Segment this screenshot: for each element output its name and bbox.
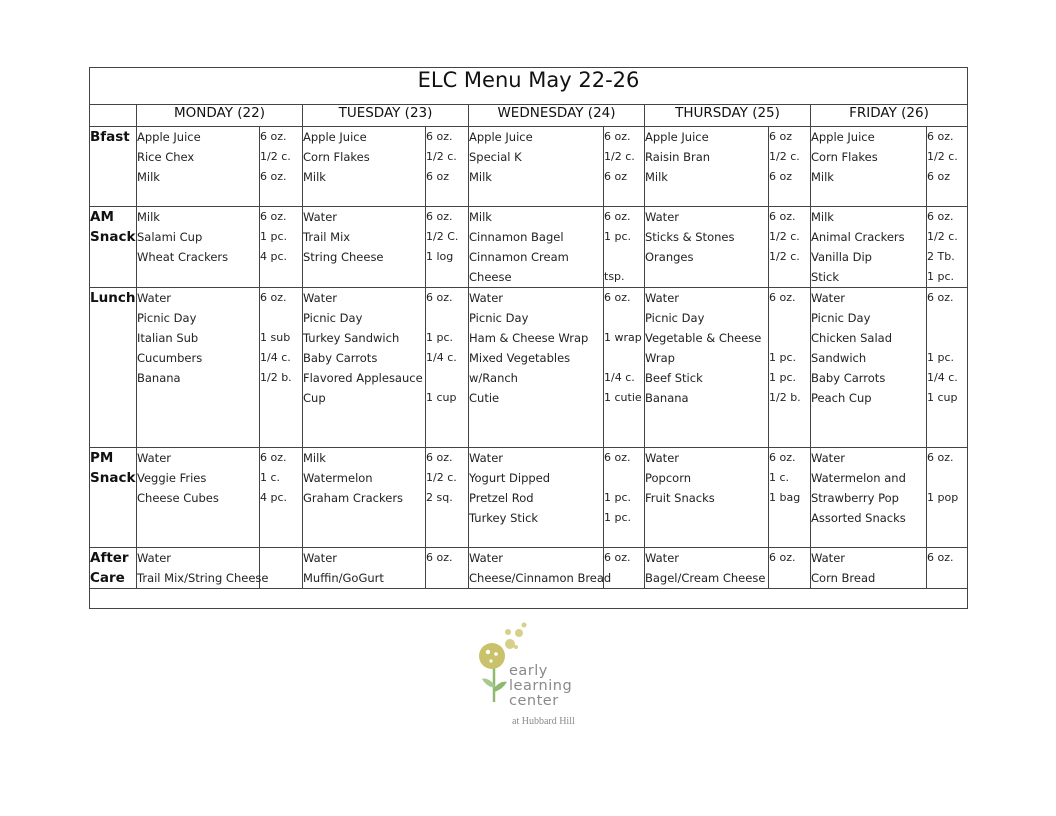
menu-item: Water — [137, 291, 171, 305]
meal-row — [90, 207, 968, 288]
menu-item: Ham & Cheese Wrap — [469, 331, 589, 345]
meal-label-line: Snack — [90, 229, 136, 245]
menu-item: Water — [303, 291, 337, 305]
portion-size: 6 oz. — [927, 130, 954, 143]
menu-item: Water — [303, 210, 337, 224]
menu-item: Animal Crackers — [811, 230, 905, 244]
menu-item: Watermelon and — [811, 471, 906, 485]
portion-size: 6 oz. — [260, 210, 287, 223]
footer-empty-cell — [90, 589, 968, 609]
menu-item: Banana — [645, 391, 689, 405]
portion-size: 1 wrap — [604, 331, 642, 344]
menu-item: Water — [469, 451, 503, 465]
menu-item: Cup — [303, 391, 326, 405]
portion-size: 6 oz — [426, 170, 449, 183]
menu-item: Turkey Sandwich — [303, 331, 400, 345]
menu-items-cell — [811, 448, 927, 548]
menu-items-cell — [303, 127, 426, 207]
portion-size: 1 cup — [426, 391, 457, 404]
menu-item: Italian Sub — [137, 331, 199, 345]
menu-items-cell — [303, 207, 426, 288]
menu-item: Flavored Applesauce — [303, 371, 423, 385]
portion-size: 6 oz. — [604, 451, 631, 464]
meal-label-line: Bfast — [90, 129, 130, 145]
portion-size: 6 oz — [769, 170, 792, 183]
menu-item: w/Ranch — [469, 371, 518, 385]
portion-size — [604, 308, 644, 328]
portion-size: 6 oz — [604, 170, 627, 183]
portion-size: 1 sub — [260, 331, 291, 344]
menu-items-cell — [303, 288, 426, 448]
portion-size: 1 log — [426, 250, 454, 263]
portion-cell — [927, 207, 968, 288]
portion-size — [260, 548, 302, 568]
portion-size — [927, 308, 967, 328]
portion-size: 1/2 c. — [604, 150, 635, 163]
menu-item: Corn Bread — [811, 571, 876, 585]
day-header: TUESDAY (23) — [303, 105, 469, 127]
menu-item: Watermelon — [303, 471, 373, 485]
portion-size: 2 sq. — [426, 491, 453, 504]
portion-size: 6 oz. — [426, 551, 453, 564]
portion-cell — [927, 127, 968, 207]
portion-cell — [426, 548, 469, 589]
menu-items-cell — [137, 288, 260, 448]
menu-items-cell — [469, 207, 604, 288]
portion-size: 6 oz. — [604, 210, 631, 223]
portion-size: 6 oz. — [769, 551, 796, 564]
portion-size — [927, 328, 967, 348]
menu-item: Cheese/Cinnamon Bread — [469, 571, 612, 585]
portion-size: 1/2 c. — [260, 150, 291, 163]
menu-item: Water — [811, 451, 845, 465]
portion-size: 6 oz. — [927, 291, 954, 304]
menu-items-cell — [811, 548, 927, 589]
portion-size — [769, 328, 810, 348]
portion-size: 1 pc. — [426, 331, 454, 344]
menu-item: Oranges — [645, 250, 694, 264]
menu-item: Picnic Day — [469, 311, 529, 325]
portion-size: 1/2 c. — [927, 150, 958, 163]
menu-item: Muffin/GoGurt — [303, 571, 384, 585]
portion-size: 1 cup — [927, 391, 958, 404]
menu-items-cell — [137, 207, 260, 288]
portion-cell — [260, 448, 303, 548]
portion-cell — [769, 548, 811, 589]
menu-item: Apple Juice — [303, 130, 367, 144]
menu-item: Water — [137, 451, 171, 465]
menu-item: Picnic Day — [811, 311, 871, 325]
menu-item: Beef Stick — [645, 371, 703, 385]
menu-item: Trail Mix/String Cheese — [137, 571, 269, 585]
portion-size: 6 oz. — [927, 210, 954, 223]
menu-item: Water — [811, 291, 845, 305]
portion-cell — [604, 207, 645, 288]
menu-item: Mixed Vegetables — [469, 351, 571, 365]
logo-line-early: early — [509, 663, 548, 679]
day-header: MONDAY (22) — [137, 105, 303, 127]
menu-item: Cheese — [469, 270, 512, 284]
portion-cell — [769, 127, 811, 207]
logo-subtitle: at Hubbard Hill — [512, 716, 575, 727]
portion-size: 6 oz. — [426, 210, 453, 223]
portion-size: 6 oz. — [604, 291, 631, 304]
menu-item: Water — [645, 451, 679, 465]
menu-item: Apple Juice — [137, 130, 201, 144]
menu-item: Milk — [469, 170, 492, 184]
menu-items-cell — [137, 127, 260, 207]
portion-cell — [260, 207, 303, 288]
portion-size: 1/4 c. — [927, 371, 958, 384]
menu-item: Water — [645, 551, 679, 565]
portion-cell — [260, 127, 303, 207]
logo-line-learning: learning — [509, 678, 573, 694]
portion-size: 6 oz. — [426, 130, 453, 143]
portion-size — [604, 348, 644, 368]
portion-size: 6 oz. — [769, 291, 796, 304]
menu-item: Raisin Bran — [645, 150, 711, 164]
menu-item: Milk — [137, 170, 160, 184]
menu-item: Apple Juice — [811, 130, 875, 144]
portion-size: 6 oz. — [927, 451, 954, 464]
portion-size: 1/4 c. — [604, 371, 635, 384]
portion-size — [604, 468, 644, 488]
menu-items-cell — [811, 288, 927, 448]
portion-cell — [426, 127, 469, 207]
meal-row — [90, 127, 968, 207]
portion-size: 6 oz — [769, 130, 792, 143]
meal-label — [90, 207, 137, 288]
menu-items-cell — [303, 548, 426, 589]
menu-items-cell — [137, 448, 260, 548]
meal-row — [90, 548, 968, 589]
portion-size: 1/2 c. — [769, 230, 800, 243]
portion-cell — [604, 288, 645, 448]
menu-item: Water — [303, 551, 337, 565]
portion-cell — [426, 448, 469, 548]
portion-size: 1 pc. — [604, 491, 632, 504]
menu-item: Milk — [811, 170, 834, 184]
portion-size: 1 pc. — [927, 270, 955, 283]
menu-item: Water — [645, 291, 679, 305]
menu-item: Milk — [469, 210, 492, 224]
menu-item: Peach Cup — [811, 391, 872, 405]
menu-item: Picnic Day — [137, 311, 197, 325]
menu-item: Apple Juice — [469, 130, 533, 144]
menu-item: Cucumbers — [137, 351, 203, 365]
menu-items-cell — [469, 448, 604, 548]
menu-items-cell — [303, 448, 426, 548]
portion-size: 1 pop — [927, 491, 959, 504]
menu-item: Assorted Snacks — [811, 511, 906, 525]
menu-item: Yogurt Dipped — [469, 471, 551, 485]
portion-size — [769, 568, 810, 588]
menu-item: String Cheese — [303, 250, 384, 264]
menu-table — [89, 67, 968, 609]
menu-item: Wheat Crackers — [137, 250, 229, 264]
portion-size: 1 pc. — [260, 230, 288, 243]
portion-size: 1/4 c. — [426, 351, 457, 364]
menu-item: Picnic Day — [303, 311, 363, 325]
menu-items-cell — [645, 288, 769, 448]
portion-size — [604, 247, 644, 267]
portion-size: 6 oz. — [260, 291, 287, 304]
meal-label-line: After — [90, 550, 129, 566]
menu-item: Graham Crackers — [303, 491, 404, 505]
portion-cell — [927, 288, 968, 448]
menu-item: Fruit Snacks — [645, 491, 715, 505]
meal-row — [90, 448, 968, 548]
portion-size: 6 oz. — [260, 451, 287, 464]
portion-size: 1/2 c. — [426, 150, 457, 163]
menu-item: Wrap — [645, 351, 675, 365]
portion-size: 6 oz. — [260, 130, 287, 143]
portion-size: 1/2 c. — [426, 471, 457, 484]
meal-label-line: Care — [90, 570, 125, 586]
portion-size: 6 oz. — [604, 551, 631, 564]
meal-label — [90, 448, 137, 548]
portion-size: 6 oz. — [769, 451, 796, 464]
meal-label — [90, 548, 137, 589]
menu-item: Sandwich — [811, 351, 867, 365]
corner-cell — [90, 105, 137, 127]
portion-size — [769, 308, 810, 328]
portion-size: 2 Tb. — [927, 250, 955, 263]
portion-size: 1 pc. — [769, 371, 797, 384]
portion-cell — [769, 288, 811, 448]
menu-item: Water — [469, 291, 503, 305]
portion-cell — [927, 448, 968, 548]
meal-label-line: Snack — [90, 470, 136, 486]
portion-cell — [769, 448, 811, 548]
portion-size — [426, 308, 468, 328]
portion-size: 6 oz. — [426, 451, 453, 464]
portion-size: 1/2 C. — [426, 230, 459, 243]
menu-items-cell — [469, 548, 612, 589]
menu-item: Water — [645, 210, 679, 224]
portion-size: 4 pc. — [260, 250, 288, 263]
logo-line-center: center — [509, 693, 559, 709]
day-header: WEDNESDAY (24) — [469, 105, 645, 127]
menu-item: Baby Carrots — [303, 351, 378, 365]
menu-items-cell — [469, 127, 604, 207]
menu-item: Water — [469, 551, 503, 565]
portion-size: 1 pc. — [927, 351, 955, 364]
footer-row — [90, 589, 968, 609]
menu-items-cell — [645, 207, 769, 288]
portion-size: 1 c. — [260, 471, 281, 484]
menu-item: Cinnamon Cream — [469, 250, 569, 264]
portion-size: 6 oz. — [769, 210, 796, 223]
portion-size — [426, 568, 468, 588]
menu-items-cell — [469, 288, 604, 448]
menu-item: Milk — [303, 170, 326, 184]
portion-size: 1/2 b. — [260, 371, 292, 384]
menu-item: Turkey Stick — [469, 511, 539, 525]
portion-size: 1 pc. — [769, 351, 797, 364]
portion-size — [927, 508, 967, 528]
menu-items-cell — [811, 207, 927, 288]
portion-cell — [260, 288, 303, 448]
portion-size — [426, 368, 468, 388]
menu-items-cell — [811, 127, 927, 207]
day-header: FRIDAY (26) — [811, 105, 968, 127]
portion-size: 6 oz. — [604, 130, 631, 143]
portion-size: 1 pc. — [604, 511, 632, 524]
menu-item: Cinnamon Bagel — [469, 230, 564, 244]
menu-item: Salami Cup — [137, 230, 203, 244]
menu-item: Vegetable & Cheese — [645, 331, 762, 345]
portion-size — [927, 468, 967, 488]
day-header: THURSDAY (25) — [645, 105, 811, 127]
menu-item: Sticks & Stones — [645, 230, 735, 244]
portion-size — [260, 308, 302, 328]
portion-size: 1/2 b. — [769, 391, 801, 404]
menu-item: Cheese Cubes — [137, 491, 219, 505]
portion-size: 1/2 c. — [769, 150, 800, 163]
portion-size — [927, 568, 967, 588]
portion-size: 6 oz. — [927, 551, 954, 564]
menu-item: Milk — [303, 451, 326, 465]
menu-items-cell — [645, 548, 769, 589]
portion-size: 4 pc. — [260, 491, 288, 504]
menu-item: Picnic Day — [645, 311, 705, 325]
menu-item: Cutie — [469, 391, 500, 405]
portion-size: 1 bag — [769, 491, 801, 504]
menu-item: Water — [811, 551, 845, 565]
portion-size: 1/2 c. — [769, 250, 800, 263]
portion-size: 1 pc. — [604, 230, 632, 243]
meal-label — [90, 127, 137, 207]
portion-cell — [769, 207, 811, 288]
menu-item: Water — [137, 551, 171, 565]
portion-cell — [927, 548, 968, 589]
logo-wordmark — [509, 664, 572, 709]
portion-size: 6 oz — [927, 170, 950, 183]
menu-item: Special K — [469, 150, 522, 164]
menu-item: Pretzel Rod — [469, 491, 534, 505]
menu-items-cell — [645, 127, 769, 207]
menu-item: Bagel/Cream Cheese — [645, 571, 766, 585]
menu-item: Baby Carrots — [811, 371, 886, 385]
meal-label-line: AM — [90, 209, 114, 225]
menu-item: Popcorn — [645, 471, 692, 485]
menu-item: Corn Flakes — [303, 150, 370, 164]
portion-size: 6 oz. — [260, 170, 287, 183]
meal-label — [90, 288, 137, 448]
menu-item: Banana — [137, 371, 181, 385]
portion-cell — [604, 448, 645, 548]
portion-size: 1 cutie — [604, 391, 642, 404]
portion-cell — [426, 288, 469, 448]
menu-title: ELC Menu May 22-26 — [90, 68, 968, 105]
portion-size: tsp. — [604, 270, 625, 283]
portion-size: 1 c. — [769, 471, 790, 484]
menu-item: Corn Flakes — [811, 150, 878, 164]
portion-size: 6 oz. — [426, 291, 453, 304]
menu-item: Milk — [645, 170, 668, 184]
portion-cell — [426, 207, 469, 288]
menu-items-cell — [137, 548, 269, 589]
menu-item: Strawberry Pop — [811, 491, 899, 505]
menu-item: Chicken Salad — [811, 331, 892, 345]
menu-item: Trail Mix — [303, 230, 351, 244]
portion-cell — [604, 127, 645, 207]
meal-row — [90, 288, 968, 448]
menu-item: Veggie Fries — [137, 471, 207, 485]
menu-items-cell — [645, 448, 769, 548]
meal-label-line: PM — [90, 450, 114, 466]
menu-item: Milk — [137, 210, 160, 224]
menu-item: Milk — [811, 210, 834, 224]
portion-size: 1/2 c. — [927, 230, 958, 243]
menu-item: Vanilla Dip — [811, 250, 872, 264]
menu-item: Rice Chex — [137, 150, 195, 164]
menu-item: Apple Juice — [645, 130, 709, 144]
menu-item: Stick — [811, 270, 839, 284]
meal-label-line: Lunch — [90, 290, 136, 306]
portion-size: 1/4 c. — [260, 351, 291, 364]
